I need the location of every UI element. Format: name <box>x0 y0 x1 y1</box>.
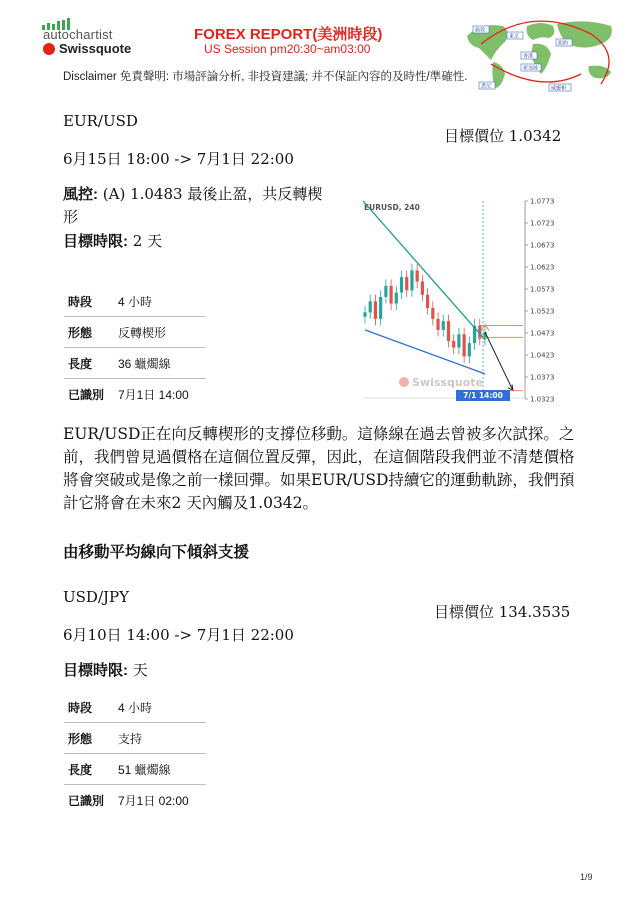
chart-title: EURUSD, 240 <box>364 203 420 212</box>
table-key: 已識別 <box>68 793 105 808</box>
table-row <box>64 379 206 410</box>
y-tick-label: 1.0523 <box>530 307 555 316</box>
page-number: 1/9 <box>580 872 593 882</box>
horizon-value: 2 天 <box>128 232 163 250</box>
table-row <box>64 754 206 785</box>
table-value: 4 小時 <box>114 286 206 317</box>
candle <box>416 271 419 282</box>
table-key: 形態 <box>64 723 114 754</box>
table-value: 反轉楔形 <box>114 317 206 348</box>
table-value: 36 蠟燭線 <box>114 348 206 379</box>
target-horizon <box>63 230 162 251</box>
candle <box>452 341 455 348</box>
y-tick-label: 1.0373 <box>530 373 555 382</box>
candle <box>436 319 439 330</box>
candle <box>369 301 372 312</box>
table-value: 4 小時 <box>114 692 206 723</box>
candle <box>426 295 429 308</box>
eurusd-chart <box>357 193 563 405</box>
candle <box>457 334 460 347</box>
map-label-london: 倫敦 <box>475 27 486 34</box>
watermark-text: Swissquote <box>412 376 483 389</box>
sub-heading: 由移動平均線向下傾斜支援 <box>63 544 250 561</box>
candle <box>431 308 434 319</box>
table-value: 7月1日 02:00 <box>118 793 189 808</box>
date-range: 6月15日 18:00 -> 7月1日 22:00 <box>63 150 294 168</box>
table-row <box>64 317 206 348</box>
map-label-sydney: 悉尼 <box>481 83 492 90</box>
candle <box>442 321 445 330</box>
candle <box>405 277 408 290</box>
map-label-tokyo: 東京 <box>509 33 520 40</box>
table-value: 支持 <box>114 723 206 754</box>
session-time: US Session pm20:30~am03:00 <box>204 42 371 56</box>
swissquote-icon <box>43 43 55 55</box>
world-map-icon <box>461 14 621 94</box>
candle <box>395 293 398 304</box>
table-row <box>64 785 206 816</box>
autochartist-logo <box>40 18 160 40</box>
table-key: 已識別 <box>68 387 105 402</box>
candle <box>389 286 392 304</box>
target-price: 目標價位 134.3535 <box>434 603 571 621</box>
y-tick-label: 1.0323 <box>530 395 555 404</box>
candle <box>384 286 387 297</box>
chart-watermark <box>399 376 483 389</box>
table-key: 時段 <box>64 692 114 723</box>
table-key: 長度 <box>64 754 114 785</box>
y-tick-label: 1.0623 <box>530 263 555 272</box>
y-tick-label: 1.0723 <box>530 219 555 228</box>
candle <box>447 321 450 341</box>
table-value: 51 蠟燭線 <box>114 754 206 785</box>
map-label-singapore: 新加坡 <box>523 65 539 72</box>
candle <box>400 277 403 292</box>
y-tick-label: 1.0573 <box>530 285 555 294</box>
disclaimer: Disclaimer 免責聲明: 市場評論分析, 非投資建議; 并不保証內容的及時性/準確性. <box>63 71 468 83</box>
candle <box>374 301 377 319</box>
map-label-wellington: 威靈頓 <box>551 85 567 92</box>
x-marker-label: 7/1 14:00 <box>463 391 503 400</box>
target-horizon <box>63 659 148 680</box>
y-tick-label: 1.0473 <box>530 329 555 338</box>
candle <box>463 334 466 356</box>
table-key: 時段 <box>64 286 114 317</box>
risk-control <box>63 183 333 229</box>
y-tick-label: 1.0423 <box>530 351 555 360</box>
report-title: FOREX REPORT(美洲時段) <box>194 26 383 43</box>
pair-title: EUR/USD <box>63 112 138 130</box>
horizon-label: 目標時限: <box>63 662 128 679</box>
risk-text: (A) 1.0483 最後止盈，共反轉楔形 <box>63 185 323 226</box>
pair-title: USD/JPY <box>63 588 130 606</box>
swissquote-wordmark: Swissquote <box>59 41 132 56</box>
pattern-info-table <box>64 286 206 409</box>
table-key: 形態 <box>64 317 114 348</box>
date-range: 6月10日 14:00 -> 7月1日 22:00 <box>63 626 294 644</box>
table-row <box>64 348 206 379</box>
risk-label: 風控: <box>63 186 98 203</box>
target-price: 目標價位 1.0342 <box>444 127 562 145</box>
candle <box>379 297 382 319</box>
table-value: 7月1日 14:00 <box>118 387 189 402</box>
pattern-info-table <box>64 692 206 815</box>
y-tick-label: 1.0673 <box>530 241 555 250</box>
map-label-hongkong: 香港 <box>523 53 534 60</box>
autochartist-wordmark: autochartist <box>43 27 113 42</box>
horizon-value: 天 <box>128 661 148 679</box>
y-tick-label: 1.0773 <box>530 197 555 206</box>
table-row <box>64 286 206 317</box>
table-row <box>64 723 206 754</box>
candle <box>363 312 366 316</box>
analysis-text: EUR/USD正在向反轉楔形的支撐位移動。這條線在過去曾被多次試探。之前，我們曾見過價格在這個位置反彈，因此，在這個階段我們並不清楚價格將會突破或是像之前一樣回彈。如果EUR/USD持續它的運動軌跡，我們預計它將會在未來2 天內觸及1.0342。 <box>63 425 575 512</box>
candle <box>421 282 424 295</box>
table-row <box>64 692 206 723</box>
table-key: 長度 <box>64 348 114 379</box>
horizon-label: 目標時限: <box>63 233 128 250</box>
candle <box>468 343 471 356</box>
map-label-newyork: 紐約 <box>558 40 569 47</box>
candle <box>410 271 413 291</box>
